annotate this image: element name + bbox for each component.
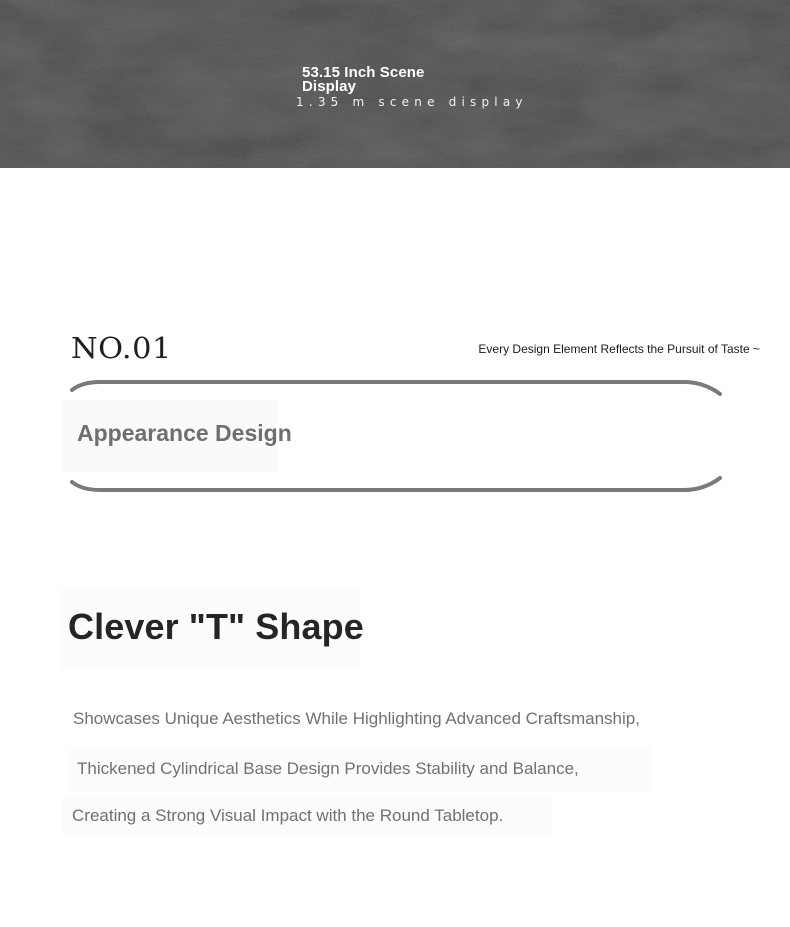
- feature-description-line: Showcases Unique Aesthetics While Highlighting Advanced Craftsmanship,: [73, 709, 640, 728]
- feature-description-line: Creating a Strong Visual Impact with the Round Tabletop.: [72, 806, 504, 825]
- hero-banner: [0, 0, 790, 168]
- hero-subtitle: 1.35 m scene display: [296, 95, 528, 109]
- feature-description-line: Thickened Cylindrical Base Design Provides Stability and Balance,: [77, 759, 579, 778]
- section-tagline: Every Design Element Reflects the Pursuit of Taste ~: [478, 342, 760, 356]
- feature-title: Clever "T" Shape: [68, 606, 364, 647]
- section-number: NO.01: [71, 331, 172, 365]
- appearance-design-label: Appearance Design: [63, 400, 277, 472]
- hero-title: 53.15 Inch Scene Display: [302, 64, 425, 95]
